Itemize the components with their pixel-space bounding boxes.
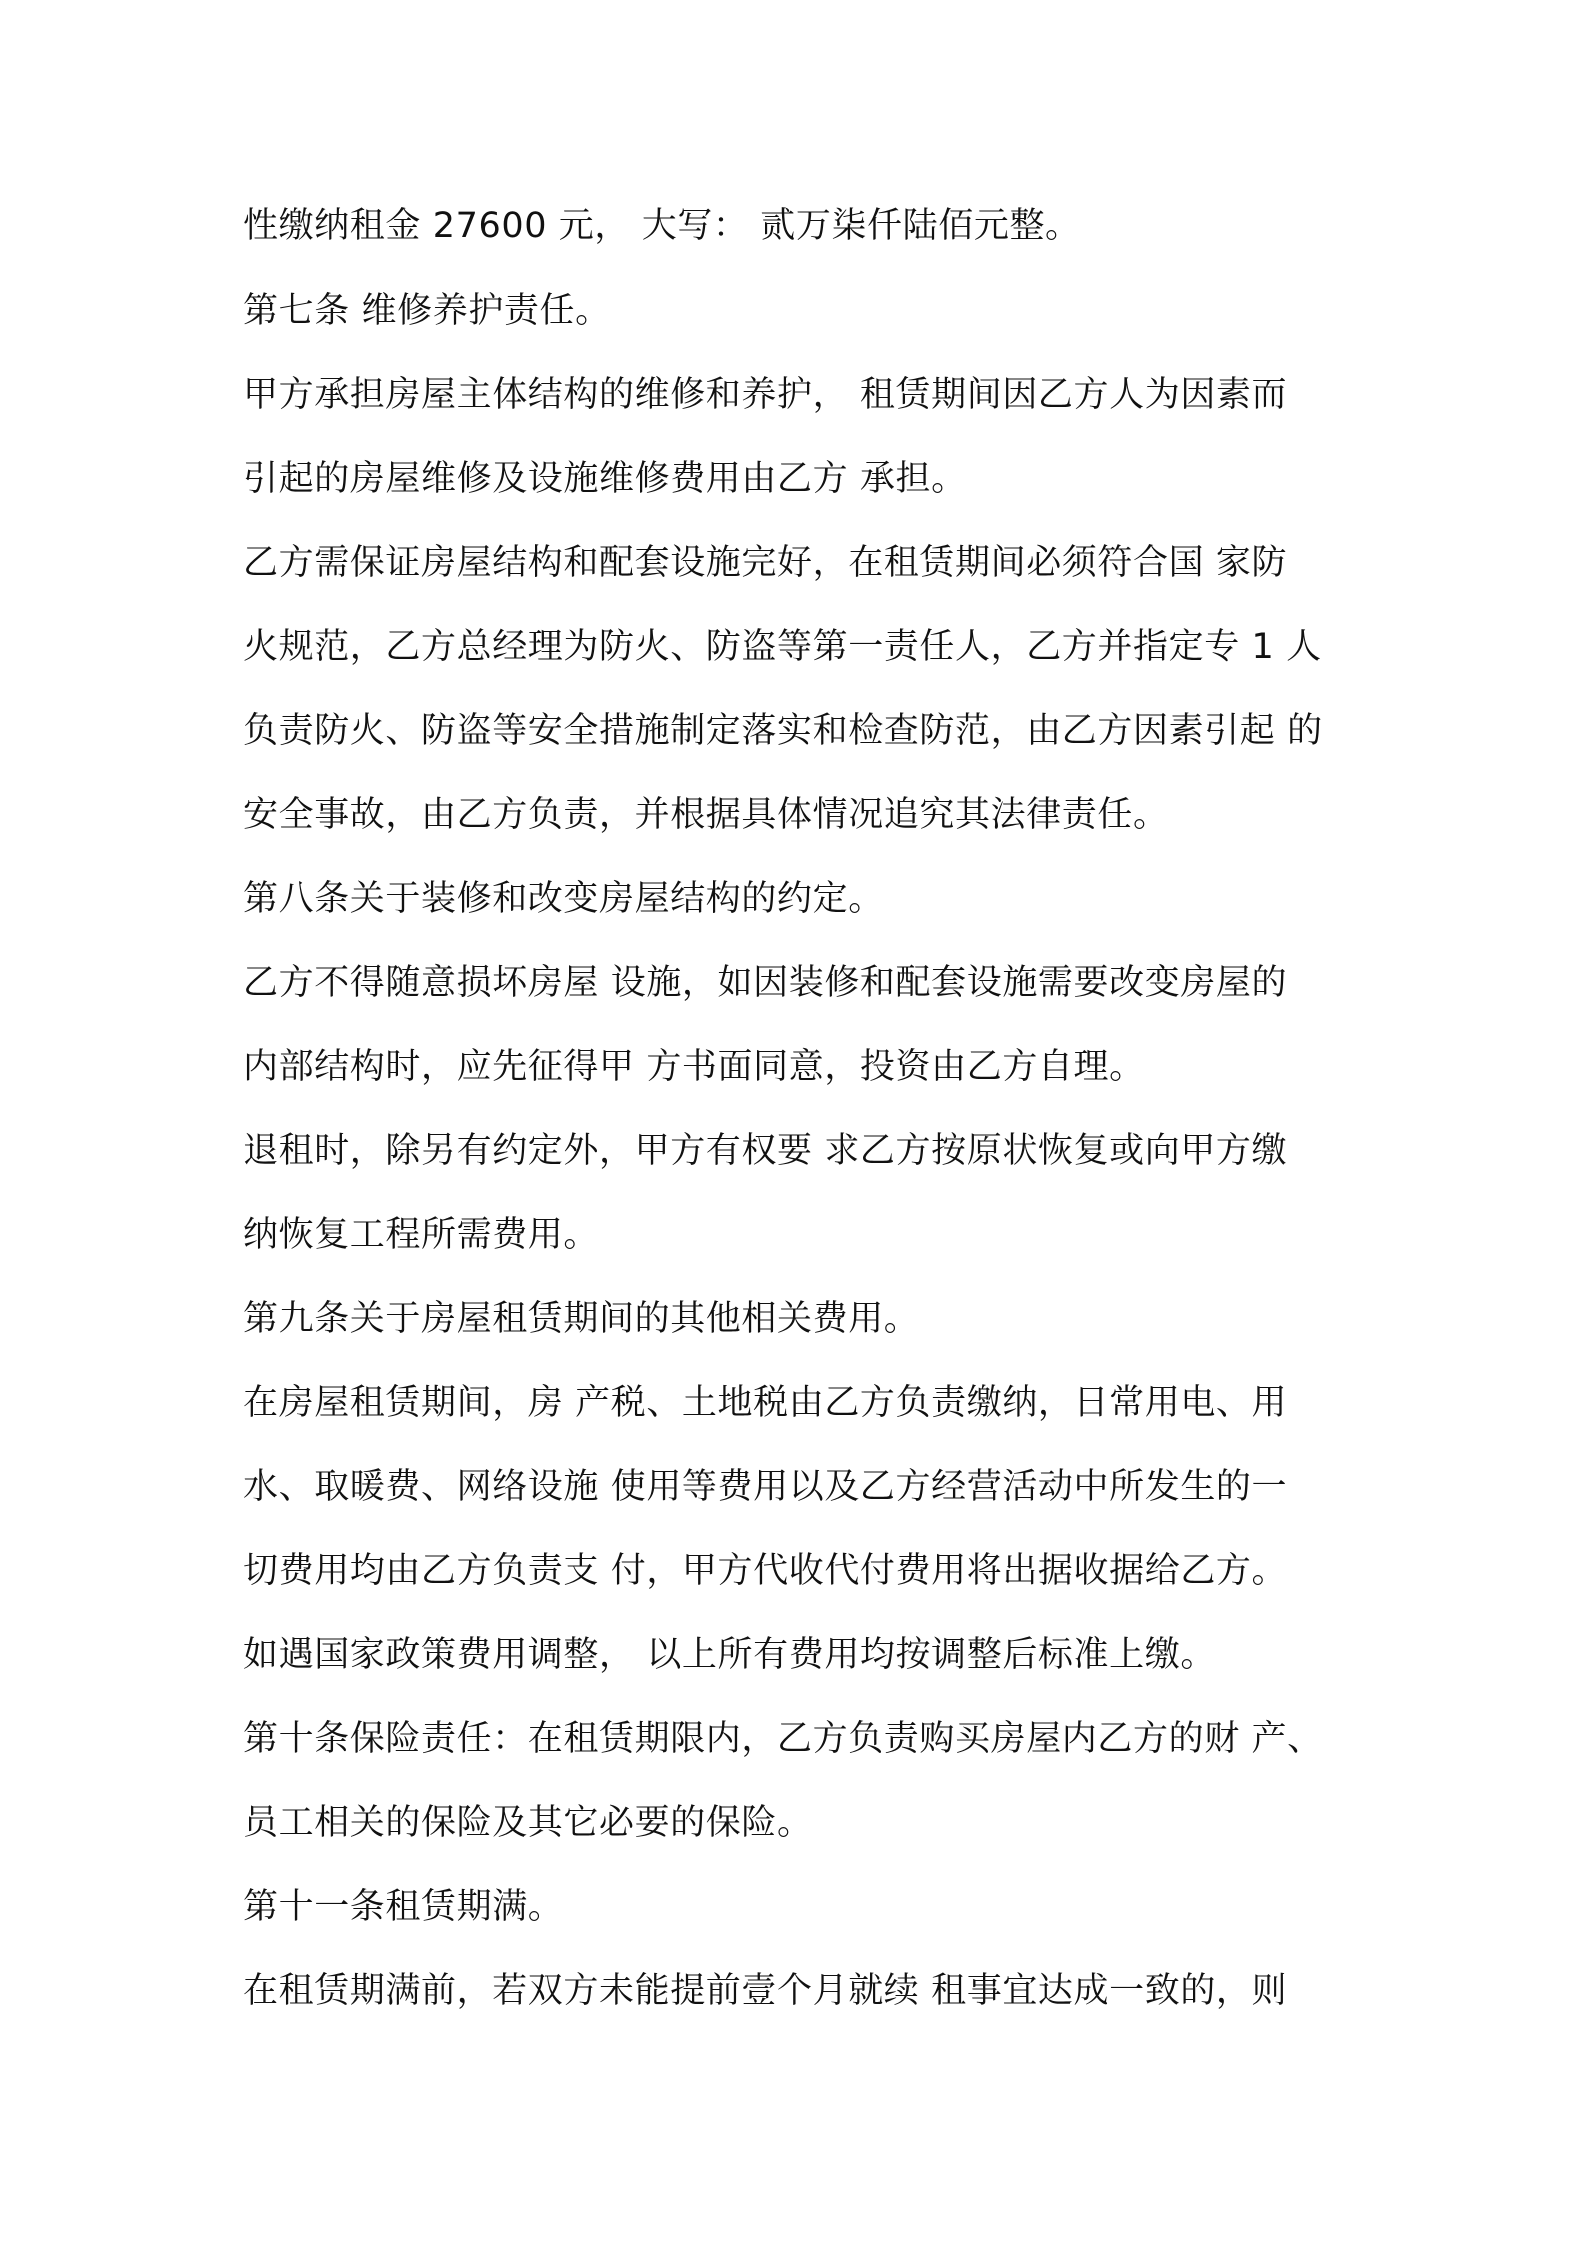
text-line: 在租赁期满前，若双方未能提前壹个月就续 租事宜达成一致的，则 xyxy=(243,1971,1288,2011)
text-line: 引起的房屋维修及设施维修费用由乙方 承担。 xyxy=(243,459,967,499)
text-line: 乙方不得随意损坏房屋 设施，如因装修和配套设施需要改变房屋的 xyxy=(243,963,1288,1003)
text-line: 纳恢复工程所需费用。 xyxy=(243,1215,600,1255)
text-line: 性缴纳租金 27600 元， 大写： 贰万柒仟陆佰元整。 xyxy=(243,206,1081,246)
text-line: 切费用均由乙方负责支 付，甲方代收代付费用将出据收据给乙方。 xyxy=(243,1551,1288,1591)
text-line: 如遇国家政策费用调整， 以上所有费用均按调整后标准上缴。 xyxy=(243,1635,1216,1675)
text-line: 在房屋租赁期间，房 产税、土地税由乙方负责缴纳，日常用电、用 xyxy=(243,1383,1288,1423)
article-heading: 第九条关于房屋租赁期间的其他相关费用。 xyxy=(243,1299,920,1339)
article-heading: 第十条保险责任：在租赁期限内，乙方负责购买房屋内乙方的财 产、 xyxy=(243,1719,1323,1759)
text-line: 甲方承担房屋主体结构的维修和养护， 租赁期间因乙方人为因素而 xyxy=(243,375,1288,415)
article-heading: 第七条 维修养护责任。 xyxy=(243,291,611,331)
text-line: 内部结构时，应先征得甲 方书面同意，投资由乙方自理。 xyxy=(243,1047,1145,1087)
text-line: 安全事故，由乙方负责，并根据具体情况追究其法律责任。 xyxy=(243,795,1169,835)
text-line: 员工相关的保险及其它必要的保险。 xyxy=(243,1803,813,1843)
article-heading: 第八条关于装修和改变房屋结构的约定。 xyxy=(243,879,884,919)
text-line: 水、取暖费、网络设施 使用等费用以及乙方经营活动中所发生的一 xyxy=(243,1467,1288,1507)
text-line: 退租时，除另有约定外，甲方有权要 求乙方按原状恢复或向甲方缴 xyxy=(243,1131,1288,1171)
article-heading: 第十一条租赁期满。 xyxy=(243,1887,564,1927)
text-line: 负责防火、防盗等安全措施制定落实和检查防范，由乙方因素引起 的 xyxy=(243,711,1323,751)
text-line: 火规范，乙方总经理为防火、防盗等第一责任人，乙方并指定专 1 人 xyxy=(243,627,1322,667)
text-line: 乙方需保证房屋结构和配套设施完好，在租赁期间必须符合国 家防 xyxy=(243,543,1288,583)
